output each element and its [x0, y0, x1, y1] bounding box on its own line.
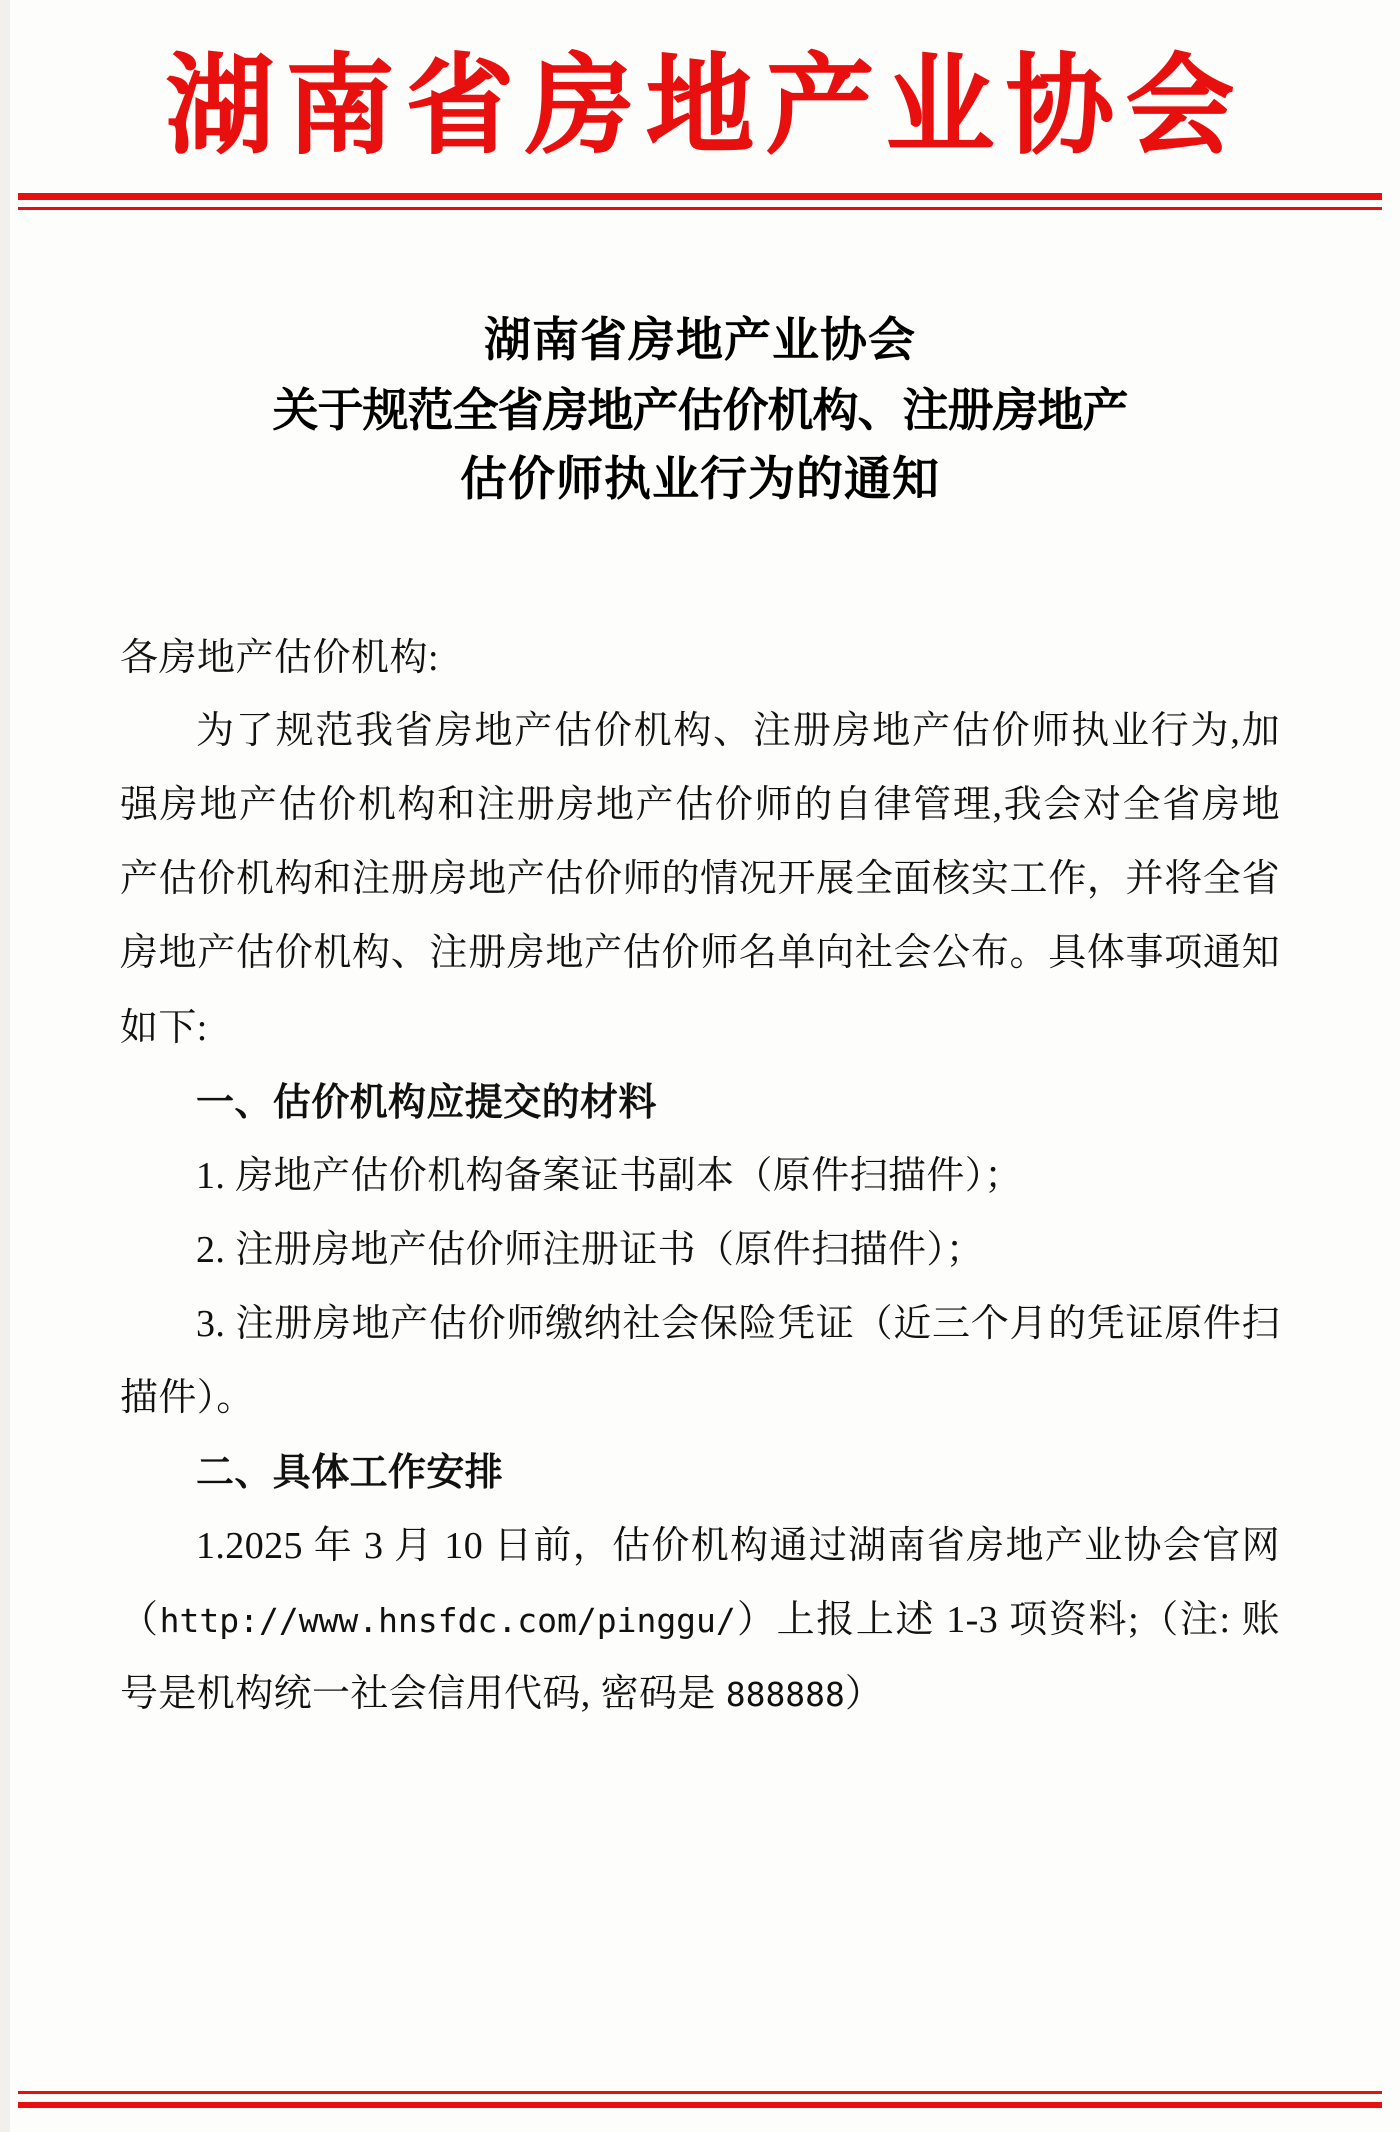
scan-edge — [0, 0, 10, 2132]
document-title-line-3: 估价师执业行为的通知 — [460, 452, 940, 508]
letterhead — [0, 0, 1400, 210]
section-1-heading: 一、估价机构应提交的材料 — [196, 1078, 657, 1124]
section-2-heading: 二、具体工作安排 — [196, 1449, 504, 1495]
letterhead-rules — [0, 193, 1400, 210]
letterhead-rule-thick — [18, 193, 1382, 200]
letterhead-organization-title: 湖南省房地产业协会 — [165, 43, 1246, 169]
default-password-value: 888888 — [725, 1675, 845, 1715]
section-1-item-2: 2. 注册房地产估价师注册证书（原件扫描件）； — [196, 1228, 985, 1271]
section-1-item-1: 1. 房地产估价机构备案证书副本（原件扫描件）； — [196, 1154, 1023, 1197]
footer-rules — [18, 2091, 1382, 2108]
document-title-line-1: 湖南省房地产业协会 — [484, 312, 916, 368]
section-1-item-3: 3. 注册房地产估价师缴纳社会保险凭证（近三个月的凭证原件扫描件）。 — [120, 1302, 1280, 1419]
footer-rule-thick — [18, 2102, 1382, 2108]
intro-paragraph: 为了规范我省房地产估价机构、注册房地产估价师执业行为,加强房地产估价机构和注册房地产估价师的自律管理,我会对全省房地产估价机构和注册房地产估价师的情况开展全面核实工作，并将全省房地产估价机构、注册房地产估价师名单向社会公布。具体事项通知如下: — [120, 710, 1280, 1049]
document-content — [0, 306, 1400, 1732]
document-title — [120, 306, 1280, 516]
association-website-url: http://www.hnsfdc.com/pinggu/ — [159, 1601, 736, 1641]
footer-rule-gap — [18, 2094, 1382, 2102]
section-2-item-1 — [120, 1509, 1280, 1731]
section-2-item-1-text-before: 1.2025 年 3 月 10 日前，估价机构通过湖南省房地产业协会官网（ — [120, 1525, 1280, 1642]
letterhead-rule-gap — [18, 200, 1382, 207]
section-2-item-1-text-after: ） — [844, 1673, 884, 1716]
letterhead-rule-thin — [18, 207, 1382, 210]
section-2-item-1-text-middle: ）上报上述 1-3 项资料;（注: 账号是机构统一社会信用代码, 密码是 — [120, 1599, 1280, 1716]
salutation: 各房地产估价机构: — [120, 636, 440, 679]
document-title-line-2: 关于规范全省房地产估价机构、注册房地产 — [272, 383, 1128, 438]
